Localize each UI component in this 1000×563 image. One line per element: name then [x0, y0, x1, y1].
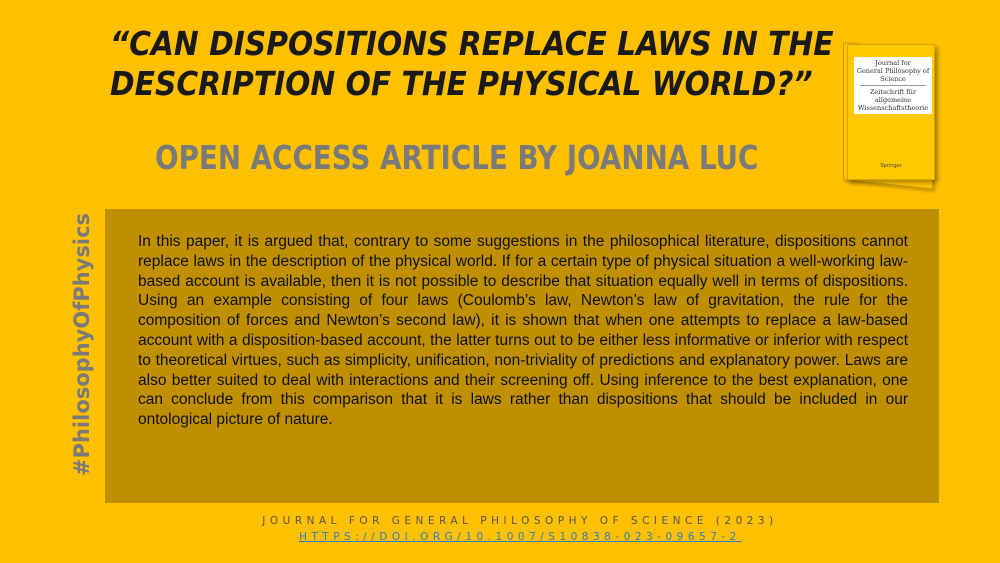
- journal-citation: JOURNAL FOR GENERAL PHILOSOPHY OF SCIENCE (2023): [262, 515, 778, 527]
- article-title-line-1: “CAN DISPOSITIONS REPLACE LAWS IN THE: [110, 24, 834, 63]
- cover-line-1: Journal for: [875, 59, 911, 67]
- cover-line-2: General Philosophy of Science: [856, 67, 930, 83]
- doi-link[interactable]: HTTPS://DOI.ORG/10.1007/S10838-023-09657-2: [299, 531, 741, 543]
- article-title: [110, 24, 834, 104]
- cover-title-label: [854, 57, 932, 114]
- cover-front-page: [847, 44, 935, 180]
- article-title-line-2: DESCRIPTION OF THE PHYSICAL WORLD?”: [110, 64, 813, 103]
- hashtag-label: #PhilosophyOfPhysics: [70, 212, 94, 476]
- abstract-text: In this paper, it is argued that, contrary to some suggestions in the philosophical literature, dispositions cannot replace laws in the description of the physical world. If for a certain type of physical situation a well-working law-based account is available, then it is not possible to describe that situation equally well in terms of dispositions. Using an example consisting of four laws (Coulomb’s law, Newton’s law of gravitation, the rule for the composition of forces and Newton’s second law), it is shown that when one attempts to replace a law-based account with a disposition-based account, the latter turns out to be either less informative or inferior with respect to theoretical virtues, such as simplicity, unification, non-triviality of predictions and explanatory power. Laws are also better suited to deal with interactions and their screening off. Using inference to the best explanation, one can conclude from this comparison that it is laws rather than dispositions that should be included in our ontological picture of nature.: [138, 233, 908, 429]
- journal-cover-image: [843, 42, 935, 182]
- cover-line-4: allgemeine Wissenschaftstheorie: [857, 96, 929, 112]
- cover-divider: [860, 85, 926, 86]
- article-subtitle: OPEN ACCESS ARTICLE BY JOANNA LUC: [155, 138, 759, 177]
- cover-publisher: Springer: [880, 163, 902, 169]
- cover-line-3: Zeitschrift für: [869, 88, 917, 96]
- abstract-box: [105, 209, 939, 503]
